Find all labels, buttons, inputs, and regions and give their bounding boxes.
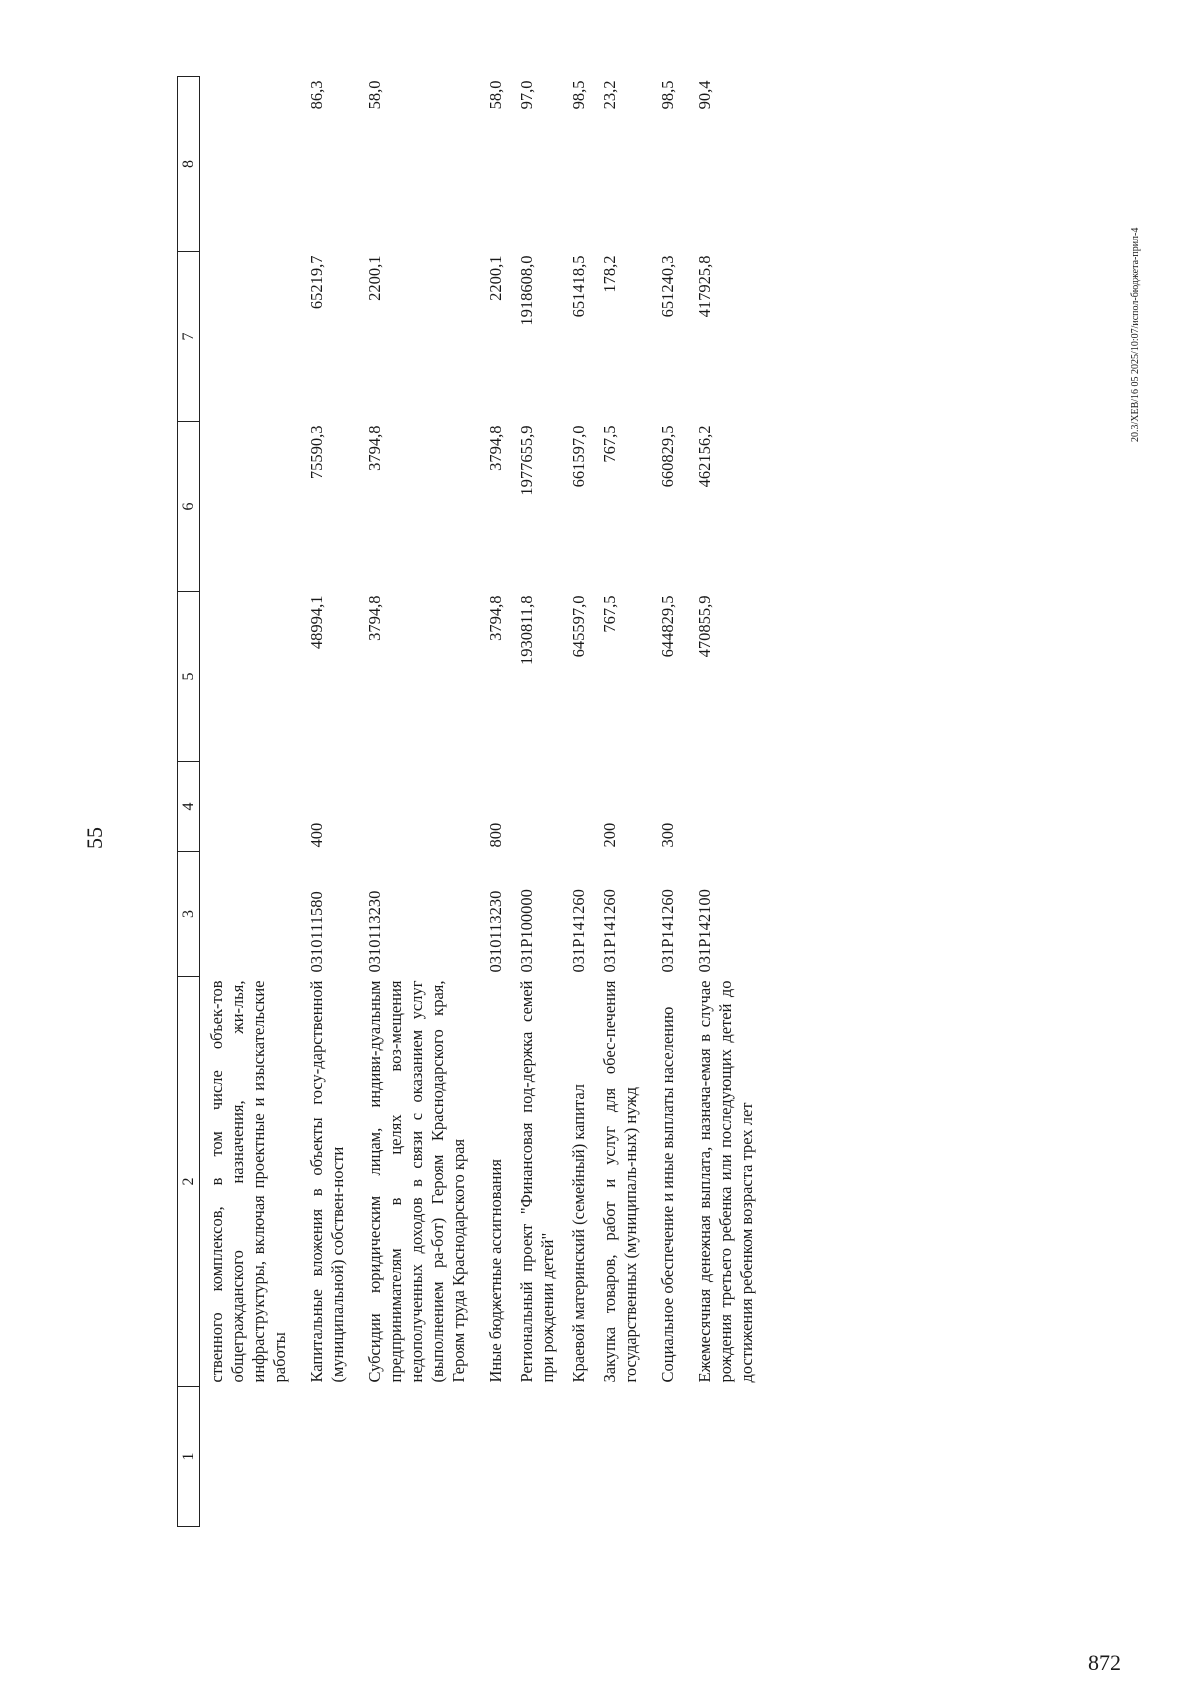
row-name: Ежемесячная денежная выплата, назнача-емая в случае рождения третьего ребенка или последующих детей до достижения ребенком возраста трех лет (695, 980, 756, 1383)
row-name: Капитальные вложения в объекты госу-дарственной (муниципальной) собствен-ности (307, 980, 347, 1383)
row-percent: 90,4 (695, 80, 714, 110)
row-name: Иные бюджетные ассигнования (486, 1159, 505, 1383)
row-value: 645597,0 (569, 595, 588, 658)
row-value: 767,5 (600, 425, 619, 463)
table-row (562, 77, 593, 1527)
row-name: Закупка товаров, работ и услуг для обес-печения государственных (муниципаль-ных) нужд (600, 980, 640, 1383)
row-value: 660829,5 (658, 425, 677, 488)
column-header: 1 (178, 1387, 200, 1527)
document-footer-code: 20.3/XEB/16 05 2025/10:07/испол-бюджета-прил-4 (1130, 227, 1141, 442)
table-row (688, 77, 767, 1527)
row-value: 417925,8 (695, 255, 714, 318)
row-type (562, 762, 593, 852)
column-header: 4 (178, 762, 200, 852)
table-row (358, 77, 479, 1527)
row-value: 65219,7 (307, 255, 326, 310)
table-row (651, 77, 688, 1527)
row-value: 462156,2 (695, 425, 714, 488)
row-percent: 23,2 (600, 80, 619, 110)
row-percent: 97,0 (517, 80, 536, 110)
column-header: 7 (178, 252, 200, 422)
table-header-row (178, 77, 200, 1527)
row-type: 800 (486, 822, 505, 848)
row-type (688, 762, 767, 852)
row-percent: 86,3 (307, 80, 326, 110)
row-percent: 98,5 (569, 80, 588, 110)
column-header: 3 (178, 852, 200, 977)
row-value: 470855,9 (695, 595, 714, 658)
column-header: 6 (178, 422, 200, 592)
table-row (479, 77, 510, 1527)
row-type (358, 762, 479, 852)
row-value: 767,5 (600, 595, 619, 633)
row-value: 3794,8 (365, 595, 384, 641)
row-value: 2200,1 (486, 255, 505, 301)
column-header: 5 (178, 592, 200, 762)
column-header: 2 (178, 977, 200, 1387)
row-type (200, 762, 301, 852)
table-row (200, 77, 301, 1527)
row-code: 031P141260 (600, 889, 619, 973)
table-row (593, 77, 651, 1527)
row-value: 644829,5 (658, 595, 677, 658)
row-value: 1930811,8 (517, 595, 536, 666)
budget-table (177, 76, 767, 1527)
row-type: 400 (307, 822, 326, 848)
row-value: 3794,8 (486, 425, 505, 471)
row-type (510, 762, 562, 852)
row-value: 3794,8 (365, 425, 384, 471)
row-value: 178,2 (600, 255, 619, 293)
row-code: 0310113230 (486, 890, 505, 973)
row-code: 031P141260 (569, 889, 588, 973)
row-name: ственного комплексов, в том числе объек-тов общегражданского назначения, жи-лья, инфраструктуры, включая проектные и изыскательские работы (207, 980, 289, 1383)
row-percent: 58,0 (486, 80, 505, 110)
table-row (300, 77, 358, 1527)
row-value (200, 592, 301, 762)
row-name: Субсидии юридическим лицам, индиви-дуальным предпринимателям в целях воз-мещения недополученных доходов в связи с оказанием услуг (выполнением ра-бот) Героям Краснодарского края, Героям труда Краснодарского края (365, 980, 468, 1383)
sheet-number: 55 (82, 827, 107, 849)
row-code: 0310111580 (307, 891, 326, 973)
row-name: Краевой материнский (семейный) капитал (569, 1083, 588, 1383)
row-name: Социальное обеспечение и иные выплаты населению (658, 1006, 677, 1383)
row-value (200, 252, 301, 422)
row-value: 1977655,9 (517, 425, 536, 496)
row-percent (200, 77, 301, 252)
row-code (200, 852, 301, 977)
row-code: 031P142100 (695, 889, 714, 973)
row-value: 75590,3 (307, 425, 326, 480)
table-row (510, 77, 562, 1527)
row-value: 48994,1 (307, 595, 326, 650)
row-value: 3794,8 (486, 595, 505, 641)
row-value: 651418,5 (569, 255, 588, 318)
row-code: 031P141260 (658, 889, 677, 973)
page-number: 872 (1088, 1650, 1121, 1675)
row-percent: 98,5 (658, 80, 677, 110)
row-value: 651240,3 (658, 255, 677, 318)
row-value (200, 422, 301, 592)
row-type: 200 (600, 822, 619, 848)
column-header: 8 (178, 77, 200, 252)
row-percent: 58,0 (365, 80, 384, 110)
row-value: 2200,1 (365, 255, 384, 301)
row-name: Региональный проект "Финансовая под-держка семей при рождении детей" (517, 980, 557, 1383)
row-code: 0310113230 (365, 890, 384, 973)
row-value: 1918608,0 (517, 255, 536, 326)
row-value: 661597,0 (569, 425, 588, 488)
row-type: 300 (658, 822, 677, 848)
row-code: 031P100000 (517, 889, 536, 973)
